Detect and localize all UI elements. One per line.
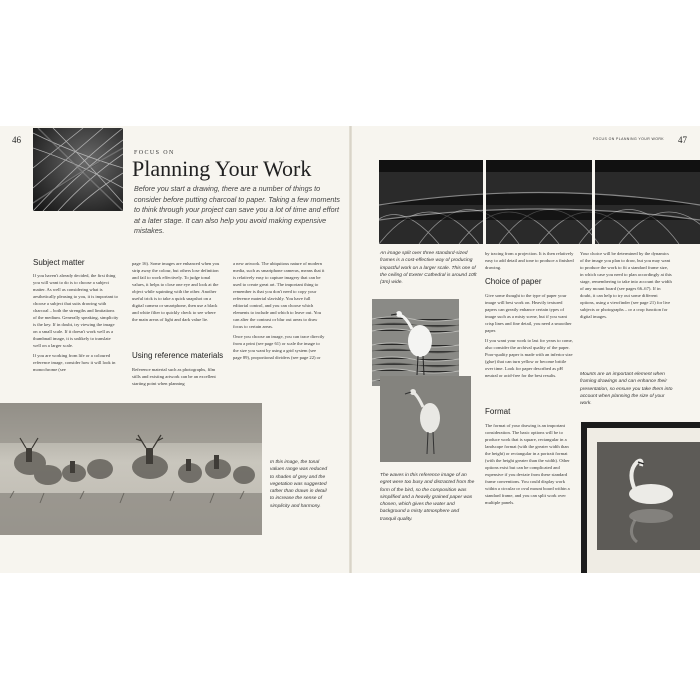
heading-subject-matter: Subject matter	[33, 258, 85, 267]
book-spread	[0, 126, 700, 573]
choice-of-paper-paragraph-2: If you want your work to last for years to come, also consider the archival quality of the paper. Poor-quality paper is made with an inferior size (glue) that can turn yellow or become brittle over time. Look for paper described as pH neutral or acid-free for the best results.	[485, 338, 573, 378]
egret-photo-image	[372, 299, 459, 386]
running-head: FOCUS ON PLANNING YOUR WORK	[592, 137, 664, 141]
subject-matter-text	[33, 272, 119, 400]
egret-drawing-image	[380, 376, 471, 462]
book-gutter	[349, 126, 352, 573]
deer-drawing-image	[0, 403, 262, 535]
column-5-paragraph: Your choice will be determined by the dynamics of the image you plan to draw, but you may want to produce the work to fit a standard frame size, in which case you need to plan accordingly at this stage, remembering to take into account the width of any mount board (see pages 66–67). If in doubt, it can help to try out some different options, using a viewfinder (see page 21) for live subjects or photographs – or a crop function for digital images.	[580, 251, 672, 319]
left-page-number: 46	[12, 135, 21, 145]
subject-matter-paragraph-1: If you haven't already decided, the first thing you will want to do is to choose a subject matter. As well as considering what is aesthetically pleasing to you, it is important to choose a subject that suits drawing with charcoal – both the strengths and limitations of the medium. Generally speaking, simplicity is the key. If in doubt, try viewing the image on a small scale. If it doesn't work well as a thumbnail image, it is unlikely to translate well on a larger scale.	[33, 273, 119, 348]
format-paragraph: The format of your drawing is an important consideration. The basic options will be to produce work that is square, rectangular in a landscape format (with the greater width than the height) or rectangular in a portrait format (with the height greater than the width). Other options exist but can be complicated and expensive if you deviate from these standard frame conventions. You could display work within a circular or oval mount board within a standard frame, and you can split work over multiple panels.	[485, 423, 570, 505]
column-2-paragraph: page 16). Some images are enhanced when you strip away the colour, but others lose definition and fail to work effectively. To judge tonal values, it helps to close one eye and look at the object while squinting with the other. Another useful trick is to take a quick snapshot on a digital camera or smartphone, then use a black and white filter to quickly check to see where the main areas of light and dark value lie.	[132, 261, 220, 322]
subject-matter-paragraph-2: If you are working from life or a coloured reference image, consider how it will look in monochrome (see	[33, 353, 116, 372]
cathedral-panorama-image	[379, 160, 700, 244]
page-title: Planning Your Work	[132, 156, 312, 181]
right-page-number: 47	[678, 135, 687, 145]
section-kicker: FOCUS ON	[134, 150, 175, 156]
egret-caption: The waves in this reference image of an egret were too busy and distracted from the form of the bird, so the composition was simplified and a heavily grained paper was chosen, which gives the water and background a misty atmosphere and tranquil quality.	[380, 473, 475, 522]
column-4-paragraph: by tracing from a projection. It is then relatively easy to add detail and tone to produce a finished drawing.	[485, 251, 574, 270]
reference-materials-text	[132, 366, 222, 402]
heading-reference-materials: Using reference materials	[132, 351, 224, 360]
column-3-text	[233, 260, 325, 402]
mount-caption: Mounts are an important element when framing drawings and can enhance their presentation, so ensure you take them into account when planning the size of your work.	[580, 372, 673, 407]
column-5-text	[580, 250, 672, 360]
choice-of-paper-paragraph-1: Give some thought to the type of paper your image will best work on. Heavily textured papers can greatly enhance certain types of image such as a misty scene, but if you want crisp lines and fine detail, you need a smoother paper.	[485, 293, 572, 333]
reference-materials-paragraph: Reference material such as photographs, film stills and existing artwork can be an excellent starting point when planning	[132, 367, 216, 386]
deer-caption: In this image, the tonal values range was reduced to shades of grey and the vegetation was suggested rather than drawn in detail to increase the sense of simplicity and harmony.	[270, 460, 328, 509]
column-4-text	[485, 250, 575, 274]
cathedral-caption: An image split over three standard-sized frames is a cost-effective way of producing impactful work on a larger scale. This one of the ceiling of Exeter Cathedral is around 10ft (3m) wide.	[380, 251, 477, 286]
column-3-paragraph-2: Once you choose an image, you can trace directly from a print (see page 61) or scale the image to the size you want by using a grid system (see page 89), proportional dividers (see page 22) or	[233, 334, 325, 360]
intro-paragraph: Before you start a drawing, there are a number of things to consider before putting charcoal to paper. Taking a few moments to think through your project can save you a lot of time and effort at a later stage. It can also help you avoid making expensive mistakes.	[134, 184, 341, 236]
framed-swan-image	[581, 422, 700, 573]
heading-choice-of-paper: Choice of paper	[485, 277, 542, 286]
heading-format: Format	[485, 407, 511, 416]
choice-of-paper-text	[485, 292, 573, 400]
column-2-text	[132, 260, 222, 345]
format-text	[485, 422, 575, 534]
column-3-paragraph-1: a new artwork. The ubiquitous nature of modern media, such as smartphone cameras, means that it is relatively easy to capture imagery that can be used to create great art. The important thing to remember is that you don't need to copy your reference material slavishly. You have full editorial control, and you can choose which elements to include and which to leave out. You can alter the contrast or blur out areas to draw focus to certain areas.	[233, 261, 325, 329]
cathedral-detail-image	[33, 128, 123, 211]
